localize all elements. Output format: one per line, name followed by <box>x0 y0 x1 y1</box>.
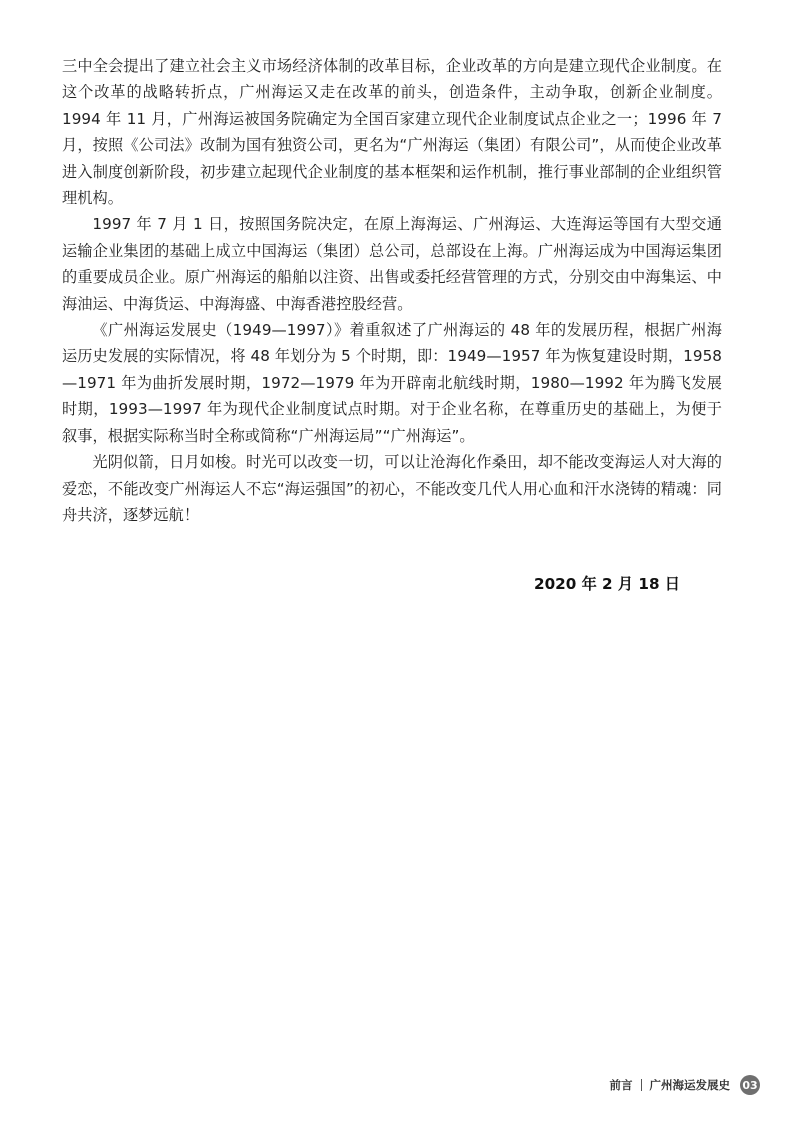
signature-date: 2020 年 2 月 18 日 <box>534 575 680 593</box>
page-footer <box>610 1075 761 1095</box>
body-text <box>62 53 722 528</box>
paragraph-3: 《广州海运发展史（1949—1997）》着重叙述了广州海运的 48 年的发展历程，根据广州海运历史发展的实际情况，将 48 年划分为 5 个时期，即：1949—1957 年为恢复建设时期，1958—1971 年为曲折发展时期，1972—1979 年为开辟南北航线时期，1980—1992 年为腾飞发展时期，1993—1997 年为现代企业制度试点时期。对于企业名称，在尊重历史的基础上，为便于叙事，根据实际称当时全称或简称“广州海运局”“广州海运”。 <box>62 321 722 445</box>
paragraph-2: 1997 年 7 月 1 日，按照国务院决定，在原上海海运、广州海运、大连海运等国有大型交通运输企业集团的基础上成立中国海运（集团）总公司，总部设在上海。广州海运成为中国海运集团的重要成员企业。原广州海运的船舶以注资、出售或委托经营管理的方式，分别交由中海集运、中海油运、中海货运、中海海盛、中海香港控股经营。 <box>62 215 722 313</box>
paragraph-1: 三中全会提出了建立社会主义市场经济体制的改革目标，企业改革的方向是建立现代企业制度。在这个改革的战略转折点，广州海运又走在改革的前头，创造条件，主动争取，创新企业制度。1994 年 11 月，广州海运被国务院确定为全国百家建立现代企业制度试点企业之一；1996 年 7 月，按照《公司法》改制为国有独资公司，更名为“广州海运（集团）有限公司”，从而使企业改革进入制度创新阶段，初步建立起现代企业制度的基本框架和运作机制，推行事业部制的企业组织管理机构。 <box>62 57 722 208</box>
footer-section-label: 前言 <box>609 1078 633 1092</box>
page-number-badge: 03 <box>740 1075 760 1095</box>
footer-divider <box>641 1079 642 1091</box>
footer-book-title: 广州海运发展史 <box>649 1078 730 1092</box>
paragraph-4: 光阴似箭，日月如梭。时光可以改变一切，可以让沧海化作桑田，却不能改变海运人对大海的爱恋，不能改变广州海运人不忘“海运强国”的初心，不能改变几代人用心血和汗水浇铸的精魂：同舟共济，逐梦远航！ <box>62 453 722 524</box>
